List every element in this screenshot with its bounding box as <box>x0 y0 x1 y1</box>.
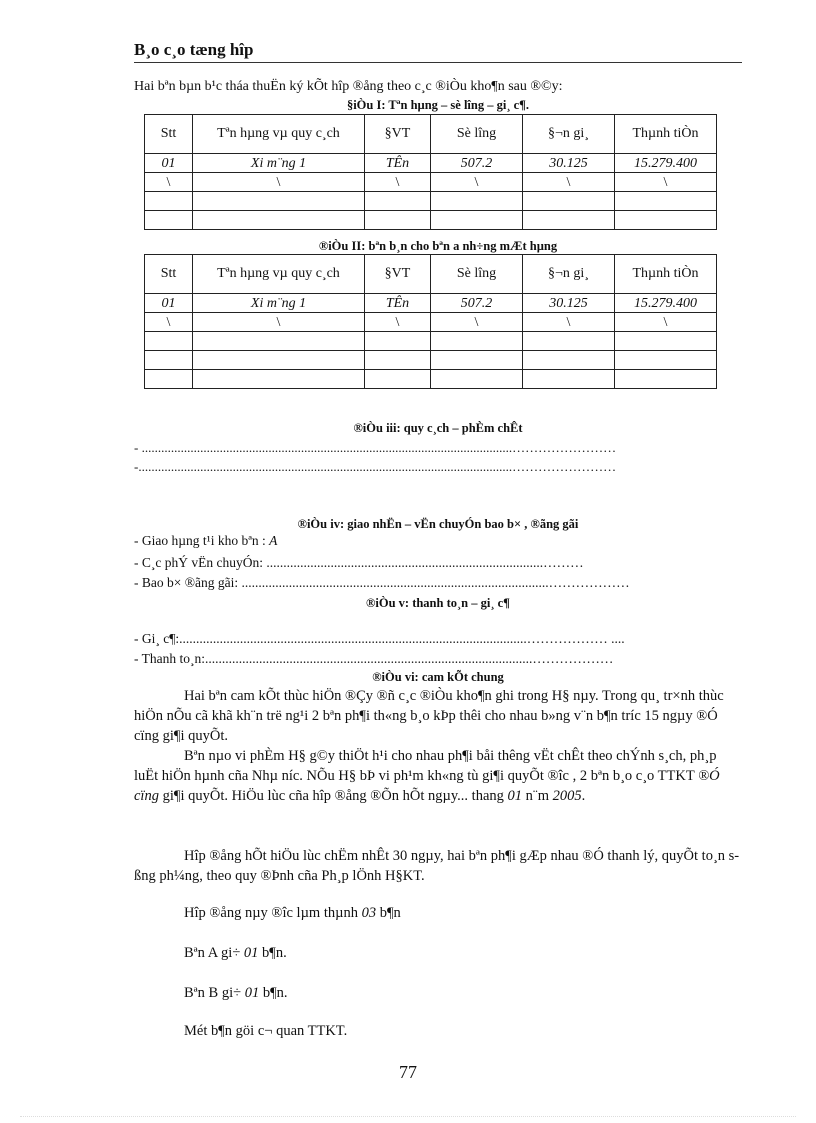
goods-table-2 <box>144 254 717 389</box>
table-row-empty <box>145 192 717 211</box>
header-cell: Tªn hµng vµ quy c¸ch <box>193 115 365 154</box>
table-row <box>145 173 717 192</box>
para2-year: 2005 <box>552 788 582 804</box>
table-row-empty <box>145 211 717 230</box>
delivery-value: A <box>269 533 278 548</box>
table-cell: 15.279.400 <box>615 294 717 313</box>
page-number: 77 <box>399 1062 417 1082</box>
table-cell: Xi m¨ng 1 <box>193 154 365 173</box>
table-row <box>145 154 717 173</box>
table-cell: 01 <box>145 294 193 313</box>
delivery-location <box>134 533 277 549</box>
table-cell: 30.125 <box>523 154 615 173</box>
section-2-title: ®iÒu II: bªn b¸n cho bªn a nh÷ng mÆt hµng <box>318 239 558 253</box>
table-cell: \ <box>523 313 615 332</box>
table-cell: \ <box>145 313 193 332</box>
section-4-title: ®iÒu iv: giao nhËn – vËn chuyÓn bao b× , ®ãng gãi <box>297 517 579 531</box>
table-cell: 01 <box>145 154 193 173</box>
table-cell: \ <box>615 313 717 332</box>
party-a-count: 01 <box>243 945 259 961</box>
table-cell: \ <box>615 173 717 192</box>
party-a-copies <box>134 943 744 963</box>
table-cell: \ <box>365 173 431 192</box>
party-b-suffix: b¶n. <box>259 985 288 1001</box>
table-cell: \ <box>193 313 365 332</box>
table-cell: 15.279.400 <box>615 154 717 173</box>
intro-text: Hai bªn bµn b¹c tháa thuËn ký kÕt hîp ®ång theo c¸c ®iÒu kho¶n sau ®©y: <box>134 79 563 94</box>
table-cell: \ <box>431 313 523 332</box>
copies-count: 03 <box>361 905 377 921</box>
header-cell: Thµnh tiÒn <box>615 255 717 294</box>
delivery-label: - Giao hµng t¹i kho bªn : <box>134 533 270 548</box>
copies-paragraph <box>134 903 744 923</box>
table-cell: 30.125 <box>523 294 615 313</box>
packaging-line: - Bao b× ®ãng gãi: ...........................................................................................……………… <box>134 575 630 590</box>
section-5-title: ®iÒu v: thanh to¸n – gi¸ c¶ <box>366 596 510 610</box>
table-cell: \ <box>193 173 365 192</box>
table-cell: 507.2 <box>431 294 523 313</box>
header-rule <box>134 62 742 63</box>
goods-table-1 <box>144 114 717 230</box>
table-cell: TÊn <box>365 294 431 313</box>
copies-text-a: Hîp ®ång nµy ®îc lµm thµnh <box>184 905 362 921</box>
para2-text-e: n¨m <box>522 788 553 804</box>
para2-text-b: ®Ó cïng <box>134 768 720 804</box>
party-b-count: 01 <box>244 985 260 1001</box>
table-row <box>145 313 717 332</box>
commitment-paragraph-1: Hai bªn cam kÕt thùc hiÖn ®Çy ®ñ c¸c ®iÒu kho¶n ghi trong H§ nµy. Trong qu¸ tr×nh thùc hiÖn nÕu cã khã kh¨n trë ng¹i 2 bªn ph¶i th«ng b¸o kÞp thêi cho nhau b»ng v¨n b¶n tríc 15 ngµy ®Ó cïng gi¶i quyÕt. <box>134 688 724 744</box>
table-cell: \ <box>523 173 615 192</box>
agency-copy: Mét b¶n göi c¬ quan TTKT. <box>184 1023 348 1039</box>
header-cell: §VT <box>365 255 431 294</box>
table-cell: Xi m¨ng 1 <box>193 294 365 313</box>
para2-text-c: gi¶i quyÕt. HiÖu lùc cña hîp ®ång ®Õn hÕt ngµy... thang <box>158 788 508 804</box>
party-b-copies <box>134 983 744 1003</box>
table-header-row <box>145 255 717 294</box>
table-cell: 507.2 <box>431 154 523 173</box>
payment-line: - Thanh to¸n:.................................................................................................……………… <box>134 651 614 666</box>
party-a-suffix: b¶n. <box>258 945 287 961</box>
section-3-title: ®iÒu iii: quy c¸ch – phÈm chÊt <box>353 421 523 435</box>
table-row <box>145 294 717 313</box>
header-cell: Sè lîng <box>431 255 523 294</box>
header-cell: §¬n gi¸ <box>523 115 615 154</box>
table-row-empty <box>145 370 717 389</box>
party-a-text: Bªn A gi÷ <box>184 945 244 961</box>
quality-line-1: - ..................................................................................................................…………………… <box>134 440 617 455</box>
table-row-empty <box>145 351 717 370</box>
section-6-title: ®iÒu vi: cam kÕt chung <box>372 670 504 684</box>
commitment-paragraph-2 <box>134 746 744 806</box>
header-cell: Stt <box>145 115 193 154</box>
section-1-title: §iÒu I: Tªn hµng – sè lîng – gi¸ c¶. <box>346 98 530 112</box>
quality-line-2: -...................................................................................................................…………………… <box>134 459 617 474</box>
price-line: - Gi¸ c¶:.......................................................................................................……………… .... <box>134 631 625 646</box>
table-row-empty <box>145 332 717 351</box>
header-cell: §¬n gi¸ <box>523 255 615 294</box>
para2-text-g: . <box>581 788 586 804</box>
para2-text-a: Bªn nµo vi phÈm H§ g©y thiÖt h¹i cho nhau ph¶i båi thêng vËt chÊt theo chÝnh s¸ch, ph¸p luËt hiÖn hµnh cña Nhµ níc. NÕu H§ bÞ vi ph¹m kh«ng tù gi¶i quyÕt ®îc , 2 bªn b¸o c¸o TTKT <box>134 748 717 784</box>
header-cell: Sè lîng <box>431 115 523 154</box>
header-cell: Stt <box>145 255 193 294</box>
header-cell: Thµnh tiÒn <box>615 115 717 154</box>
party-b-text: Bªn B gi÷ <box>184 985 245 1001</box>
table-cell: \ <box>145 173 193 192</box>
table-cell: \ <box>365 313 431 332</box>
commitment-paragraph-3: Hîp ®ång hÕt hiÖu lùc chËm nhÊt 30 ngµy, hai bªn ph¶i gÆp nhau ®Ó thanh lý, quyÕt to¸n sßng ph¼ng, theo quy ®Þnh cña Ph¸p lÖnh H§KT. <box>134 848 740 884</box>
table-cell: \ <box>431 173 523 192</box>
header-cell: Tªn hµng vµ quy c¸ch <box>193 255 365 294</box>
para2-month: 01 <box>507 788 522 804</box>
header-cell: §VT <box>365 115 431 154</box>
page-bottom-divider <box>20 1116 796 1117</box>
table-header-row <box>145 115 717 154</box>
table-cell: TÊn <box>365 154 431 173</box>
copies-text-c: b¶n <box>376 905 401 921</box>
header-title: B¸o c¸o tæng hîp <box>134 40 254 59</box>
transport-fee-line: - C¸c phÝ vËn chuyÓn: ..................................................................................……… <box>134 555 584 570</box>
